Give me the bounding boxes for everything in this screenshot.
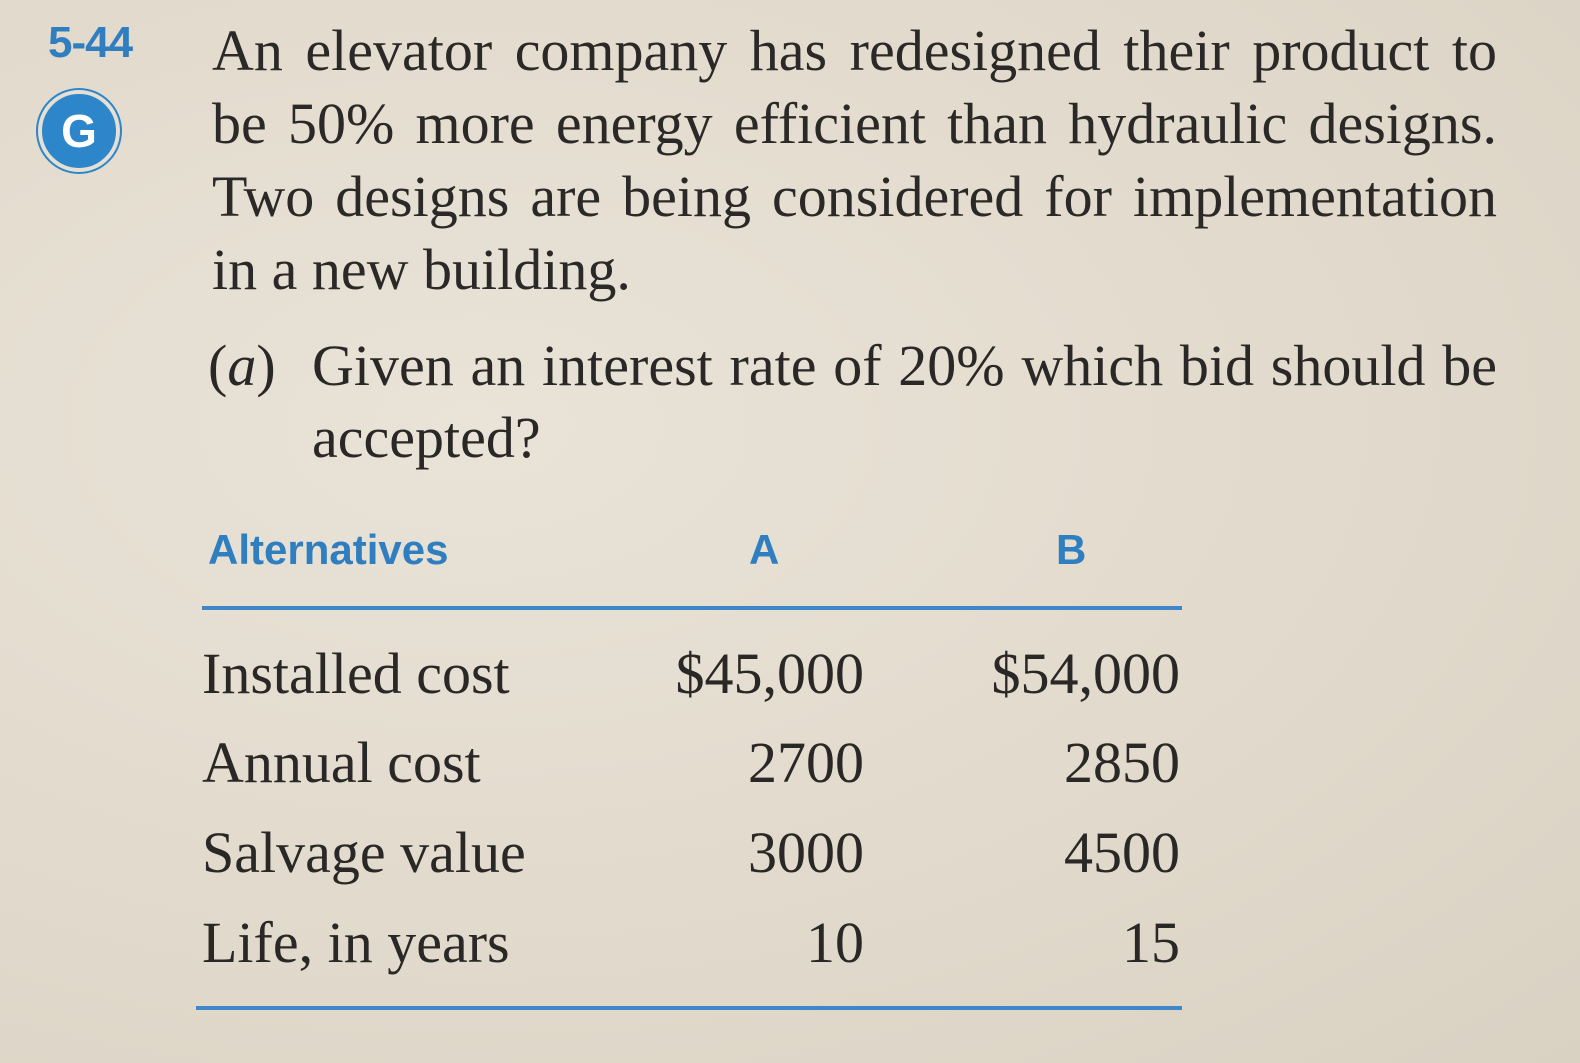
cell-a-installed-cost: $45,000 <box>675 641 864 706</box>
header-a: A <box>749 526 780 573</box>
problem-number: 5-44 <box>48 18 133 67</box>
cell-b-annual-cost: 2850 <box>1064 730 1180 795</box>
row-label-salvage-value: Salvage value <box>202 820 526 885</box>
cell-b-installed-cost: $54,000 <box>991 641 1180 706</box>
part-label: (a) <box>208 333 276 398</box>
cell-a-life-years: 10 <box>806 910 864 975</box>
header-rule <box>202 606 1182 610</box>
footer-rule <box>196 1006 1182 1010</box>
cell-b-life-years: 15 <box>1122 910 1180 975</box>
part-question: Given an interest rate of 20% which bid should be accepted? <box>312 333 1497 470</box>
cell-a-annual-cost: 2700 <box>748 730 864 795</box>
cell-b-salvage-value: 4500 <box>1064 820 1180 885</box>
header-b: B <box>1056 526 1087 573</box>
row-label-life-years: Life, in years <box>202 910 510 975</box>
row-label-annual-cost: Annual cost <box>202 730 481 795</box>
cell-a-salvage-value: 3000 <box>748 820 864 885</box>
badge-letter: G <box>61 105 97 157</box>
row-label-installed-cost: Installed cost <box>202 641 510 706</box>
problem-statement: An elevator company has redesigned their product to be 50% more energy efficient than hydraulic designs. Two designs are being considered for implementation in a new building. <box>212 18 1497 302</box>
part-letter: a <box>227 333 257 398</box>
difficulty-badge <box>38 90 120 172</box>
header-alternatives: Alternatives <box>208 526 449 573</box>
